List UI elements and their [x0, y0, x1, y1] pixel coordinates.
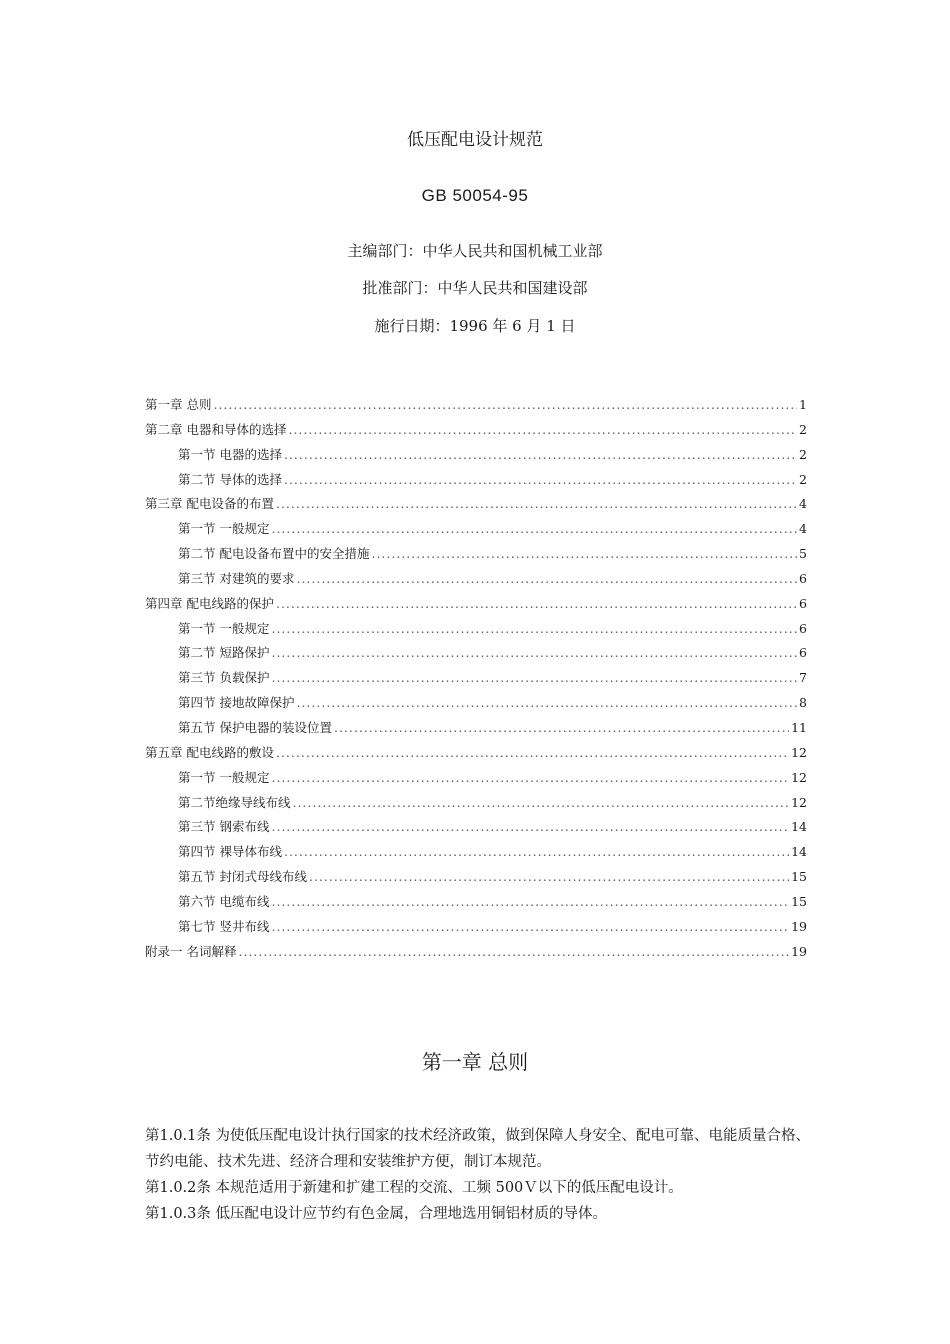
table-of-contents [145, 393, 807, 964]
toc-entry-label: 第三节 负载保护 [178, 670, 270, 686]
editor-department: 主编部门：中华人民共和国机械工业部 [347, 242, 603, 260]
clause-paragraph: 第1.0.3条 低压配电设计应节约有色金属，合理地选用铜铝材质的导体。 [145, 1206, 608, 1222]
toc-entry-page: 12 [791, 744, 807, 760]
toc-entry-page: 6 [799, 620, 807, 636]
toc-entry[interactable] [145, 666, 807, 691]
toc-leader-dots [276, 492, 797, 517]
toc-entry-label: 第一节 一般规定 [178, 769, 270, 785]
toc-entry-label: 第五节 保护电器的装设位置 [178, 719, 332, 735]
standard-code: GB 50054-95 [421, 186, 529, 205]
document-title: 低压配电设计规范 [407, 130, 543, 150]
toc-entry-page: 4 [799, 496, 807, 512]
toc-entry-page: 6 [799, 595, 807, 611]
toc-entry-page: 7 [799, 670, 807, 686]
toc-entry[interactable] [145, 418, 807, 443]
toc-entry[interactable] [145, 840, 807, 865]
toc-entry-page: 8 [799, 695, 807, 711]
toc-entry-page: 12 [791, 794, 807, 810]
toc-entry-page: 6 [799, 645, 807, 661]
toc-entry[interactable] [145, 517, 807, 542]
toc-entry[interactable] [145, 766, 807, 791]
toc-entry-label: 第四节 裸导体布线 [178, 844, 282, 860]
toc-leader-dots [288, 418, 797, 443]
toc-entry-label: 第一节 一般规定 [178, 521, 270, 537]
toc-entry[interactable] [145, 443, 807, 468]
toc-entry-label: 第三章 配电设备的布置 [145, 496, 274, 512]
toc-leader-dots [296, 567, 797, 592]
toc-entry-label: 第一章 总则 [145, 397, 212, 412]
toc-entry[interactable] [145, 865, 807, 890]
clause-paragraph: 第1.0.1条 为使低压配电设计执行国家的技术经济政策，做到保障人身安全、配电可靠、电能质量合格、节约电能、技术先进、经济合理和安装维护方便，制订本规范。 [145, 1128, 810, 1170]
toc-entry-label: 第一节 电器的选择 [178, 446, 282, 462]
toc-entry-page: 15 [791, 869, 807, 885]
toc-entry-page: 14 [791, 819, 807, 835]
toc-entry-page: 5 [799, 546, 807, 562]
toc-entry-page: 14 [791, 844, 807, 860]
toc-leader-dots [284, 468, 797, 493]
toc-entry-label: 第二章 电器和导体的选择 [145, 421, 287, 437]
toc-entry[interactable] [145, 815, 807, 840]
toc-entry[interactable] [145, 940, 807, 965]
toc-entry-label: 第五节 封闭式母线布线 [178, 869, 307, 885]
toc-leader-dots [284, 840, 789, 865]
toc-leader-dots [371, 542, 797, 567]
toc-entry-label: 第二节 导体的选择 [178, 471, 282, 487]
chapter-heading: 第一章 总则 [421, 1050, 529, 1074]
approver-department: 批准部门：中华人民共和国建设部 [362, 279, 588, 297]
toc-entry-page: 2 [799, 446, 807, 462]
toc-entry[interactable] [145, 641, 807, 666]
toc-entry-page: 6 [799, 570, 807, 586]
toc-leader-dots [309, 865, 789, 890]
toc-leader-dots [276, 741, 789, 766]
effective-date: 施行日期：1996 年 6 月 1 日 [374, 317, 576, 335]
toc-leader-dots [271, 641, 797, 666]
toc-entry-label: 第二节绝缘导线布线 [178, 794, 291, 810]
toc-entry[interactable] [145, 691, 807, 716]
toc-entry[interactable] [145, 915, 807, 940]
toc-entry-label: 第七节 竖井布线 [178, 918, 270, 934]
toc-entry-label: 第二节 配电设备布置中的安全措施 [178, 546, 370, 562]
toc-leader-dots [284, 443, 797, 468]
toc-entry[interactable] [145, 468, 807, 493]
toc-entry-page: 2 [799, 471, 807, 487]
toc-leader-dots [276, 592, 797, 617]
toc-leader-dots [334, 716, 789, 741]
toc-leader-dots [293, 791, 790, 816]
toc-entry[interactable] [145, 542, 807, 567]
toc-entry-page: 15 [791, 893, 807, 909]
toc-entry-label: 第四章 配电线路的保护 [145, 595, 274, 611]
chapter-body [145, 1123, 810, 1227]
toc-entry-page: 19 [791, 943, 807, 959]
toc-entry-page: 11 [791, 719, 807, 735]
toc-leader-dots [271, 617, 797, 642]
toc-entry[interactable] [145, 393, 807, 418]
toc-entry-label: 附录一 名词解释 [145, 943, 237, 959]
toc-entry[interactable] [145, 716, 807, 741]
toc-leader-dots [271, 915, 789, 940]
clause-paragraph: 第1.0.2条 本规范适用于新建和扩建工程的交流、工频 500Ｖ以下的低压配电设计。 [145, 1180, 683, 1196]
toc-leader-dots [271, 890, 789, 915]
toc-leader-dots [271, 766, 789, 791]
toc-entry[interactable] [145, 567, 807, 592]
toc-entry[interactable] [145, 617, 807, 642]
toc-entry-page: 19 [791, 918, 807, 934]
toc-leader-dots [213, 393, 797, 418]
toc-entry[interactable] [145, 492, 807, 517]
toc-entry-label: 第五章 配电线路的敷设 [145, 744, 274, 760]
toc-entry-page: 1 [799, 397, 807, 412]
toc-leader-dots [271, 815, 789, 840]
toc-entry-page: 2 [799, 421, 807, 437]
toc-entry[interactable] [145, 791, 807, 816]
toc-leader-dots [271, 666, 797, 691]
toc-entry-page: 12 [791, 769, 807, 785]
toc-entry-label: 第三节 钢索布线 [178, 819, 270, 835]
toc-entry[interactable] [145, 890, 807, 915]
toc-entry-label: 第四节 接地故障保护 [178, 695, 295, 711]
toc-entry-label: 第三节 对建筑的要求 [178, 570, 295, 586]
toc-entry[interactable] [145, 741, 807, 766]
toc-entry-label: 第六节 电缆布线 [178, 893, 270, 909]
toc-entry-label: 第一节 一般规定 [178, 620, 270, 636]
toc-entry-label: 第二节 短路保护 [178, 645, 270, 661]
toc-leader-dots [296, 691, 797, 716]
toc-entry[interactable] [145, 592, 807, 617]
toc-leader-dots [238, 940, 789, 965]
toc-leader-dots [271, 517, 797, 542]
toc-entry-page: 4 [799, 521, 807, 537]
